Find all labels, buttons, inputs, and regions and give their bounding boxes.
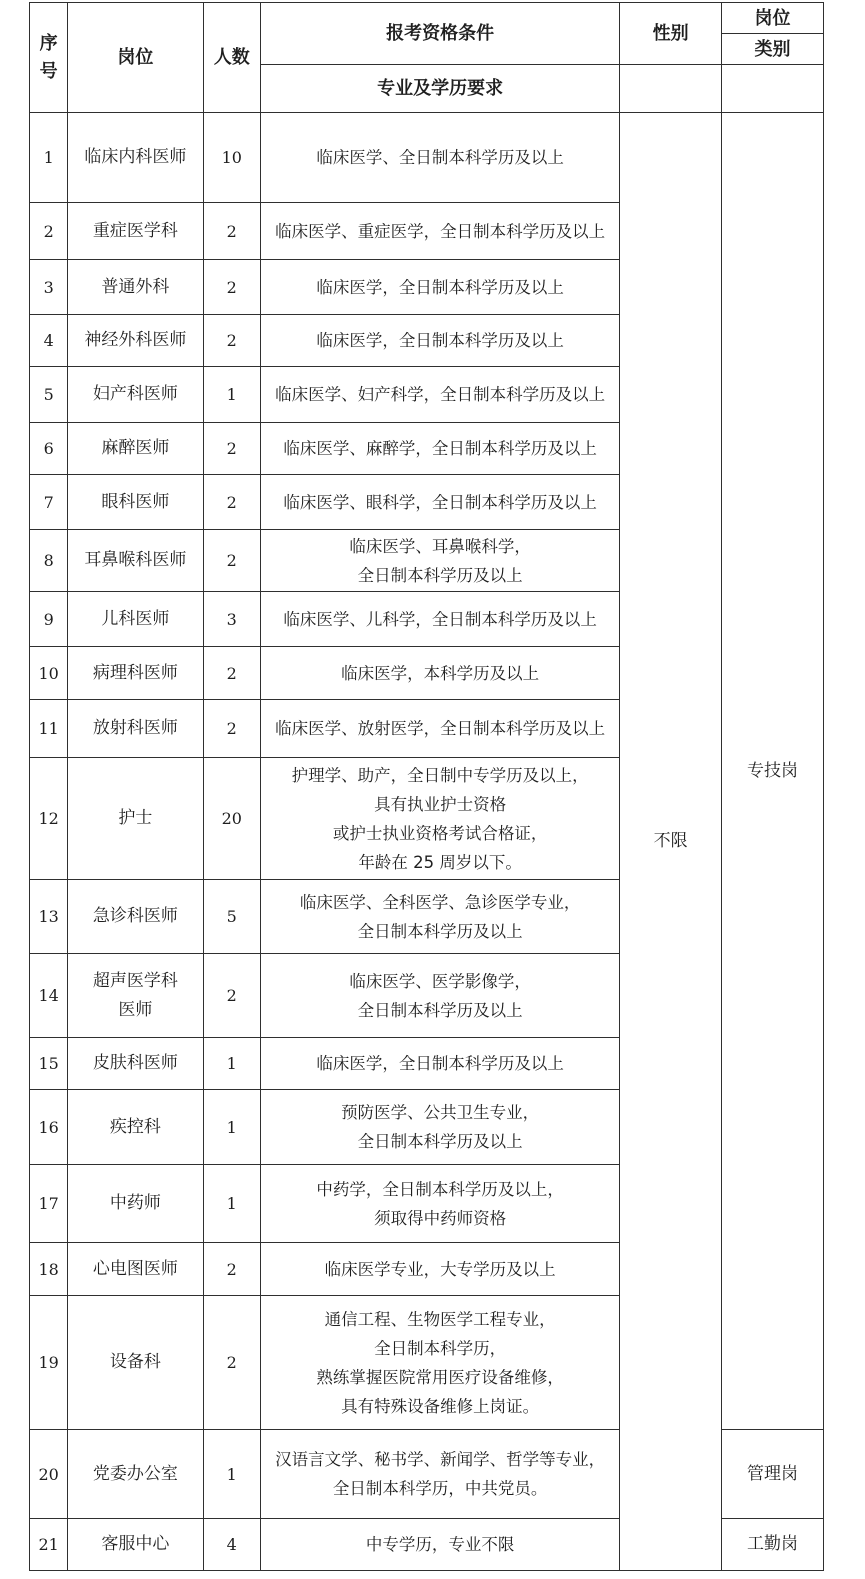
position-name-line: 病理科医师 xyxy=(92,662,178,683)
position-name-line: 急诊科医师 xyxy=(92,906,178,926)
requirement-line: 临床医学，本科学历及以上 xyxy=(341,663,540,683)
headcount: 1 xyxy=(203,367,261,423)
category-management: 管理岗 xyxy=(722,1430,824,1519)
position-cell xyxy=(68,315,203,367)
row-number: 7 xyxy=(30,475,68,530)
requirement-line: 年龄在 25 周岁以下。 xyxy=(358,852,522,872)
row-number: 5 xyxy=(30,367,68,423)
requirement-line: 须取得中药师资格 xyxy=(374,1208,507,1228)
requirements-cell xyxy=(261,260,620,315)
headcount: 2 xyxy=(203,315,261,367)
row-number: 9 xyxy=(30,592,68,647)
position-cell xyxy=(68,113,203,203)
requirements-cell xyxy=(261,880,620,954)
position-cell xyxy=(68,880,203,954)
requirement-line: 全日制本科学历及以上 xyxy=(357,565,523,585)
position-cell xyxy=(68,1296,203,1430)
position-cell xyxy=(68,700,203,758)
table-body xyxy=(30,113,824,1571)
position-name-line: 儿科医师 xyxy=(101,608,170,629)
requirements-cell xyxy=(261,1090,620,1165)
position-cell xyxy=(68,592,203,647)
position-cell xyxy=(68,758,203,880)
header-category-bottom: 类别 xyxy=(722,34,824,65)
position-cell xyxy=(68,367,203,423)
row-number: 20 xyxy=(30,1430,68,1519)
requirements-cell xyxy=(261,315,620,367)
position-cell xyxy=(68,260,203,315)
row-number: 3 xyxy=(30,260,68,315)
position-cell xyxy=(68,1038,203,1090)
position-cell xyxy=(68,647,203,700)
headcount: 1 xyxy=(203,1165,261,1243)
row-number: 17 xyxy=(30,1165,68,1243)
headcount: 3 xyxy=(203,592,261,647)
position-name-line: 临床内科医师 xyxy=(84,147,187,167)
row-number: 6 xyxy=(30,423,68,475)
headcount: 5 xyxy=(203,880,261,954)
requirements-cell xyxy=(261,1165,620,1243)
requirement-line: 护理学、助产，全日制中专学历及以上， xyxy=(291,765,589,785)
headcount: 2 xyxy=(203,530,261,592)
table-row xyxy=(30,113,824,203)
position-cell xyxy=(68,530,203,592)
requirements-cell xyxy=(261,700,620,758)
row-number: 2 xyxy=(30,203,68,260)
requirement-line: 中专学历，专业不限 xyxy=(365,1535,515,1554)
gender-cell: 不限 xyxy=(620,113,722,1571)
headcount: 2 xyxy=(203,203,261,260)
position-cell xyxy=(68,1243,203,1296)
requirement-line: 临床医学、麻醉学，全日制本科学历及以上 xyxy=(283,439,597,458)
requirements-cell xyxy=(261,367,620,423)
headcount: 2 xyxy=(203,260,261,315)
headcount: 2 xyxy=(203,954,261,1038)
headcount: 1 xyxy=(203,1090,261,1165)
header-requirements-group: 报考资格条件 xyxy=(261,3,620,65)
requirement-line: 临床医学、全日制本科学历及以上 xyxy=(316,148,564,167)
requirements-cell xyxy=(261,1430,620,1519)
row-number: 13 xyxy=(30,880,68,954)
requirements-cell xyxy=(261,1519,620,1571)
requirement-line: 全日制本科学历， xyxy=(374,1338,507,1358)
requirement-line: 全日制本科学历及以上 xyxy=(357,1132,523,1151)
position-name-line: 中药师 xyxy=(109,1193,161,1213)
header-category-empty xyxy=(722,65,824,113)
requirements-cell xyxy=(261,954,620,1038)
row-number: 19 xyxy=(30,1296,68,1430)
position-name-line: 皮肤科医师 xyxy=(92,1053,178,1073)
position-name-line: 客服中心 xyxy=(101,1534,170,1554)
requirement-line: 全日制本科学历及以上 xyxy=(357,1000,523,1020)
position-name-line: 神经外科医师 xyxy=(84,330,187,350)
requirement-line: 具有执业护士资格 xyxy=(374,794,507,814)
headcount: 2 xyxy=(203,647,261,700)
requirements-cell xyxy=(261,203,620,260)
position-name-line: 妇产科医师 xyxy=(92,384,178,404)
requirements-cell xyxy=(261,1038,620,1090)
requirements-cell xyxy=(261,758,620,880)
row-number: 4 xyxy=(30,315,68,367)
recruitment-table xyxy=(29,2,824,1571)
position-name-line: 设备科 xyxy=(109,1352,161,1372)
position-name-line: 疾控科 xyxy=(109,1116,161,1137)
recruitment-table-container xyxy=(29,2,824,1571)
requirement-line: 临床医学、医学影像学， xyxy=(349,971,531,991)
requirement-line: 具有特殊设备维修上岗证。 xyxy=(341,1396,540,1416)
position-cell xyxy=(68,475,203,530)
requirement-line: 熟练掌握医院常用医疗设备维修， xyxy=(316,1367,564,1387)
header-category-top: 岗位 xyxy=(722,3,824,34)
position-cell xyxy=(68,1090,203,1165)
requirements-cell xyxy=(261,475,620,530)
headcount: 2 xyxy=(203,1243,261,1296)
header-no-text: 序号 xyxy=(39,32,58,82)
requirement-line: 中药学，全日制本科学历及以上， xyxy=(316,1179,564,1199)
position-name-line: 重症医学科 xyxy=(92,220,178,241)
requirements-cell xyxy=(261,423,620,475)
row-number: 14 xyxy=(30,954,68,1038)
header-no xyxy=(30,3,68,113)
headcount: 2 xyxy=(203,475,261,530)
position-name-line: 普通外科 xyxy=(101,276,170,297)
headcount: 2 xyxy=(203,700,261,758)
headcount: 1 xyxy=(203,1430,261,1519)
row-number: 10 xyxy=(30,647,68,700)
position-name-line: 眼科医师 xyxy=(101,491,170,512)
headcount: 2 xyxy=(203,423,261,475)
header-requirements: 专业及学历要求 xyxy=(261,65,620,113)
position-name-line: 心电图医师 xyxy=(92,1258,178,1279)
row-number: 15 xyxy=(30,1038,68,1090)
header-count: 人数 xyxy=(203,3,261,113)
requirements-cell xyxy=(261,647,620,700)
requirement-line: 临床医学、耳鼻喉科学， xyxy=(349,536,531,556)
requirements-cell xyxy=(261,592,620,647)
position-name-line: 放射科医师 xyxy=(92,718,178,738)
row-number: 16 xyxy=(30,1090,68,1165)
position-cell xyxy=(68,1430,203,1519)
requirement-line: 预防医学、公共卫生专业， xyxy=(341,1103,540,1122)
row-number: 21 xyxy=(30,1519,68,1571)
category-technical: 专技岗 xyxy=(722,113,824,1430)
header-position: 岗位 xyxy=(68,3,203,113)
position-name-line: 超声医学科 xyxy=(92,970,178,991)
requirement-line: 临床医学，全日制本科学历及以上 xyxy=(316,277,564,297)
header-gender: 性别 xyxy=(620,3,722,65)
requirement-line: 临床医学、妇产科学，全日制本科学历及以上 xyxy=(275,385,606,404)
category-service: 工勤岗 xyxy=(722,1519,824,1571)
requirement-line: 临床医学、全科医学、急诊医学专业， xyxy=(299,892,581,912)
row-number: 11 xyxy=(30,700,68,758)
position-cell xyxy=(68,423,203,475)
row-number: 18 xyxy=(30,1243,68,1296)
requirement-line: 临床医学，全日制本科学历及以上 xyxy=(316,1054,564,1073)
requirements-cell xyxy=(261,1243,620,1296)
position-name-line: 耳鼻喉科医师 xyxy=(84,550,187,570)
headcount: 2 xyxy=(203,1296,261,1430)
requirements-cell xyxy=(261,113,620,203)
requirement-line: 汉语言文学、秘书学、新闻学、哲学等专业， xyxy=(275,1450,606,1469)
position-cell xyxy=(68,1165,203,1243)
position-name-line: 医师 xyxy=(118,999,153,1020)
headcount: 20 xyxy=(203,758,261,880)
requirement-line: 临床医学、儿科学，全日制本科学历及以上 xyxy=(283,609,597,629)
requirement-line: 临床医学、重症医学，全日制本科学历及以上 xyxy=(275,221,606,241)
headcount: 4 xyxy=(203,1519,261,1571)
header-gender-empty xyxy=(620,65,722,113)
row-number: 1 xyxy=(30,113,68,203)
position-cell xyxy=(68,954,203,1038)
requirement-line: 全日制本科学历及以上 xyxy=(357,921,523,941)
requirement-line: 临床医学、放射医学，全日制本科学历及以上 xyxy=(275,719,606,738)
requirement-line: 全日制本科学历，中共党员。 xyxy=(332,1479,548,1498)
requirement-line: 或护士执业资格考试合格证， xyxy=(332,823,548,843)
requirements-cell xyxy=(261,530,620,592)
headcount: 1 xyxy=(203,1038,261,1090)
requirement-line: 临床医学专业，大专学历及以上 xyxy=(324,1259,556,1279)
position-cell xyxy=(68,1519,203,1571)
position-name-line: 麻醉医师 xyxy=(101,438,170,458)
row-number: 8 xyxy=(30,530,68,592)
position-cell xyxy=(68,203,203,260)
requirements-cell xyxy=(261,1296,620,1430)
position-name-line: 护士 xyxy=(118,808,153,828)
requirement-line: 临床医学，全日制本科学历及以上 xyxy=(316,331,564,350)
requirement-line: 通信工程、生物医学工程专业， xyxy=(324,1309,556,1329)
headcount: 10 xyxy=(203,113,261,203)
position-name-line: 党委办公室 xyxy=(92,1463,178,1484)
row-number: 12 xyxy=(30,758,68,880)
requirement-line: 临床医学、眼科学，全日制本科学历及以上 xyxy=(283,492,597,512)
